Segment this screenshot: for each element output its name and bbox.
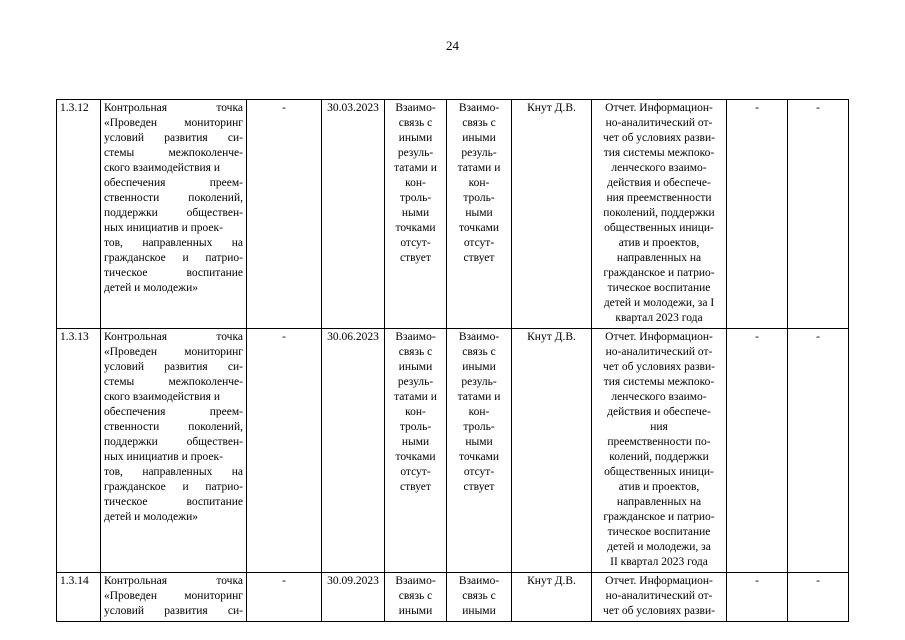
item-number-cell: 1.3.14: [57, 573, 101, 622]
text-line: ственности поколений,: [104, 192, 243, 204]
text-line: ствует: [400, 252, 431, 264]
text-line: направленных на: [616, 496, 702, 508]
text-line: точками: [458, 451, 500, 463]
text-line: Контрольная точка: [104, 102, 243, 114]
text-line: резуль-: [461, 376, 497, 388]
text-line: атив и проектов,: [618, 237, 700, 249]
predecessor-link-cell: [385, 573, 447, 622]
text-line: иными: [398, 361, 433, 373]
table-row: [57, 100, 849, 329]
text-line: Отчет. Информацион-: [605, 331, 713, 343]
text-line: точками: [458, 222, 500, 234]
extra-cell-1: -: [727, 573, 788, 622]
text-line: Взаимо-: [395, 575, 436, 587]
text-line: татами и: [457, 391, 501, 403]
text-line: троль-: [463, 192, 495, 204]
item-number-cell: 1.3.12: [57, 100, 101, 329]
text-line: Взаимо-: [458, 575, 500, 587]
text-line: тическое воспитание: [104, 496, 243, 508]
text-line: условий развития си-: [104, 361, 243, 373]
text-line: точками: [395, 222, 436, 234]
text-line: тическое воспитание: [104, 267, 243, 279]
text-line: направленных на: [616, 252, 702, 264]
text-line: обеспечения преем-: [104, 177, 243, 189]
text-line: иными: [462, 361, 496, 373]
text-line: татами и: [394, 162, 437, 174]
end-date-cell: 30.09.2023: [322, 573, 385, 622]
text-line: ствует: [463, 481, 495, 493]
text-line: общественных иници-: [604, 466, 714, 478]
end-date-cell: 30.06.2023: [322, 329, 385, 573]
text-line: ствует: [463, 252, 495, 264]
item-number-cell: 1.3.13: [57, 329, 101, 573]
text-line: стемы межпоколенче-: [104, 376, 243, 388]
text-line: иными: [462, 132, 496, 144]
text-line: гражданское и патрио-: [104, 481, 243, 493]
text-line: Контрольная точка: [104, 331, 243, 343]
text-line: ными: [465, 436, 493, 448]
predecessor-link-cell: [385, 329, 447, 573]
text-line: общественных иници-: [604, 222, 714, 234]
text-line: троль-: [399, 192, 432, 204]
start-date-cell: -: [247, 329, 322, 573]
text-line: чет об условиях разви-: [603, 361, 715, 373]
text-line: действия и обеспече-: [607, 406, 711, 418]
control-points-table: [56, 99, 849, 622]
text-line: детей и молодежи, за I: [603, 297, 715, 309]
text-line: резуль-: [397, 147, 434, 159]
text-line: поддержки обществен-: [104, 207, 243, 219]
text-line: квартал 2023 года: [615, 312, 703, 324]
text-line: ния: [650, 421, 668, 433]
text-line: гражданское и патрио-: [603, 511, 715, 523]
text-line: отсут-: [463, 237, 495, 249]
text-line: «Проведен мониторинг: [104, 346, 243, 358]
text-line: связь с: [398, 590, 433, 602]
text-line: условий развития си-: [104, 605, 243, 617]
text-line: Отчет. Информацион-: [605, 575, 713, 587]
text-line: татами и: [457, 162, 501, 174]
text-line: кон-: [468, 406, 490, 418]
text-line: кон-: [405, 177, 426, 189]
text-line: тия системы межпоко-: [603, 376, 715, 388]
text-line: ния преемственности: [606, 192, 712, 204]
text-line: связь с: [462, 346, 496, 358]
text-line: кон-: [405, 406, 426, 418]
text-line: II квартал 2023 года: [610, 556, 708, 568]
table-row: [57, 573, 849, 622]
text-line: гражданское и патрио-: [104, 252, 243, 264]
text-line: тия системы межпоко-: [603, 147, 715, 159]
text-line: обеспечения преем-: [104, 406, 243, 418]
text-line: чет об условиях разви-: [603, 132, 715, 144]
text-line: детей и молодежи»: [104, 282, 198, 294]
text-line: ными: [465, 207, 493, 219]
text-line: Взаимо-: [458, 102, 500, 114]
text-line: ского взаимодействия и: [104, 391, 220, 403]
text-line: иными: [462, 605, 496, 617]
report-cell: [592, 100, 727, 329]
extra-cell-2: -: [788, 573, 849, 622]
text-line: троль-: [463, 421, 495, 433]
text-line: чет об условиях разви-: [603, 605, 715, 617]
start-date-cell: -: [247, 100, 322, 329]
text-line: резуль-: [397, 376, 434, 388]
text-line: связь с: [462, 117, 496, 129]
start-date-cell: -: [247, 573, 322, 622]
text-line: атив и проектов,: [618, 481, 700, 493]
text-line: ными: [401, 207, 430, 219]
text-line: «Проведен мониторинг: [104, 117, 243, 129]
text-line: но-аналитический от-: [605, 590, 713, 602]
text-line: троль-: [399, 421, 432, 433]
extra-cell-2: -: [788, 100, 849, 329]
text-line: ского взаимодействия и: [104, 162, 220, 174]
text-line: ленческого взаимо-: [611, 162, 707, 174]
responsible-cell: Кнут Д.В.: [512, 573, 592, 622]
text-line: поколений, поддержки: [603, 207, 715, 219]
table-row: [57, 329, 849, 573]
report-cell: [592, 329, 727, 573]
text-line: детей и молодежи, за: [607, 541, 711, 553]
text-line: Контрольная точка: [104, 575, 243, 587]
text-line: точками: [395, 451, 436, 463]
text-line: кон-: [468, 177, 490, 189]
text-line: ленческого взаимо-: [611, 391, 707, 403]
extra-cell-1: -: [727, 100, 788, 329]
extra-cell-1: -: [727, 329, 788, 573]
text-line: тов, направленных на: [104, 466, 243, 478]
text-line: условий развития си-: [104, 132, 243, 144]
text-line: ственности поколений,: [104, 421, 243, 433]
end-date-cell: 30.03.2023: [322, 100, 385, 329]
responsible-cell: Кнут Д.В.: [512, 329, 592, 573]
text-line: ных инициатив и проек-: [104, 451, 223, 463]
page-number: 24: [446, 38, 459, 53]
table-body: [57, 100, 849, 622]
text-line: Взаимо-: [395, 102, 436, 114]
text-line: но-аналитический от-: [605, 346, 713, 358]
text-line: «Проведен мониторинг: [104, 590, 243, 602]
text-line: Взаимо-: [395, 331, 436, 343]
text-line: Взаимо-: [458, 331, 500, 343]
extra-cell-2: -: [788, 329, 849, 573]
control-point-title-cell: [101, 573, 247, 622]
text-line: иными: [398, 132, 433, 144]
control-point-title-cell: [101, 329, 247, 573]
control-point-title-cell: [101, 100, 247, 329]
successor-link-cell: [447, 573, 512, 622]
text-line: но-аналитический от-: [605, 117, 713, 129]
successor-link-cell: [447, 329, 512, 573]
text-line: ствует: [400, 481, 431, 493]
text-line: связь с: [398, 117, 433, 129]
text-line: детей и молодежи»: [104, 511, 198, 523]
text-line: преемственности по-: [607, 436, 711, 448]
predecessor-link-cell: [385, 100, 447, 329]
text-line: поддержки обществен-: [104, 436, 243, 448]
text-line: действия и обеспече-: [607, 177, 711, 189]
successor-link-cell: [447, 100, 512, 329]
text-line: тическое воспитание: [607, 526, 711, 538]
report-cell: [592, 573, 727, 622]
text-line: ных инициатив и проек-: [104, 222, 223, 234]
responsible-cell: Кнут Д.В.: [512, 100, 592, 329]
text-line: отсут-: [463, 466, 495, 478]
text-line: отсут-: [400, 237, 431, 249]
text-line: татами и: [394, 391, 437, 403]
text-line: тов, направленных на: [104, 237, 243, 249]
text-line: резуль-: [461, 147, 497, 159]
text-line: Отчет. Информацион-: [605, 102, 713, 114]
text-line: колений, поддержки: [609, 451, 709, 463]
text-line: тическое воспитание: [607, 282, 711, 294]
text-line: гражданское и патрио-: [603, 267, 715, 279]
text-line: отсут-: [400, 466, 431, 478]
text-line: связь с: [462, 590, 496, 602]
text-line: иными: [398, 605, 433, 617]
text-line: ными: [401, 436, 430, 448]
text-line: стемы межпоколенче-: [104, 147, 243, 159]
text-line: связь с: [398, 346, 433, 358]
